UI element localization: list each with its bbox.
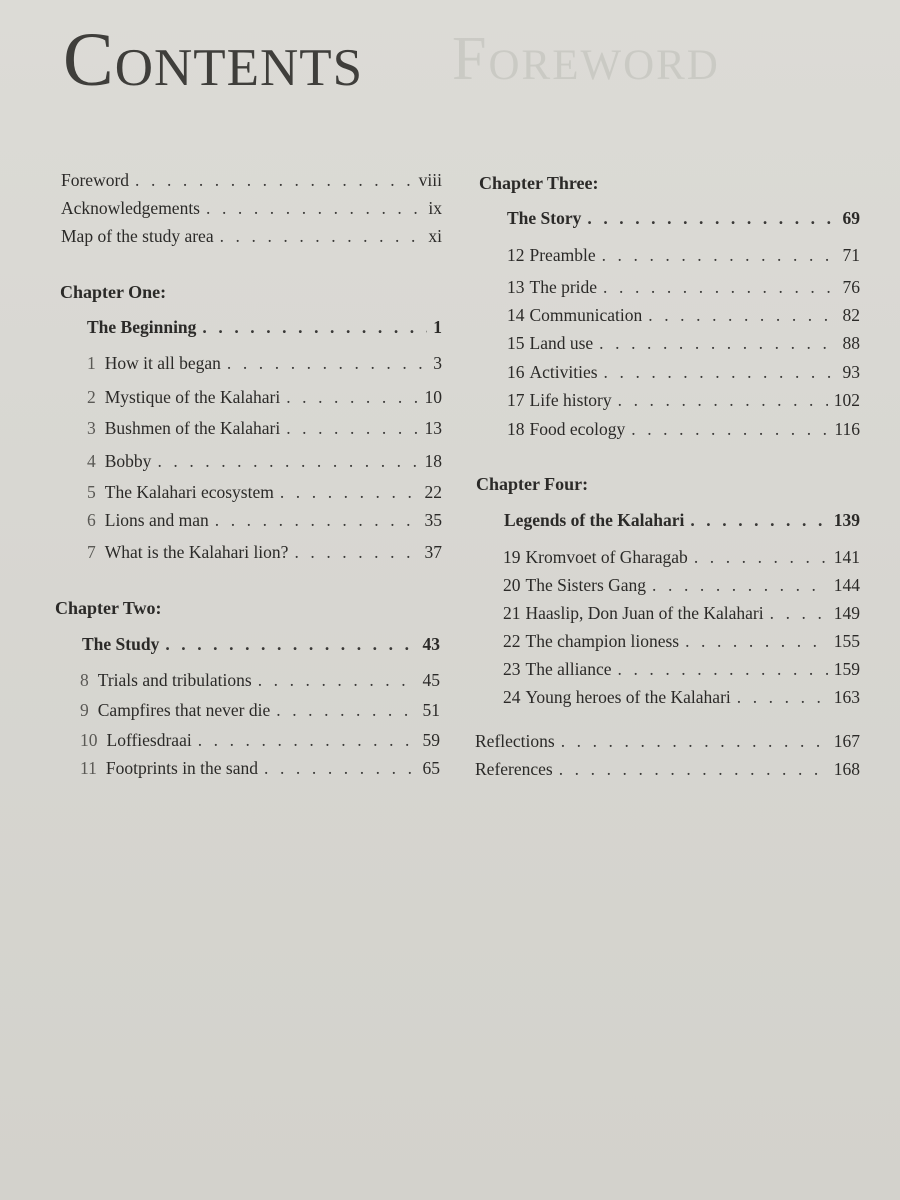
- entry-page: 10: [424, 387, 442, 407]
- entry-label: Campfires that never die: [97, 700, 271, 720]
- toc-entry-foreword: [61, 169, 442, 191]
- entry-label: Haaslip, Don Juan of the Kalahari: [525, 603, 764, 623]
- entry-label: Activities: [529, 362, 598, 382]
- toc-entry-20: [503, 574, 860, 596]
- chapter-four-heading: Chapter Four:: [476, 474, 589, 494]
- entry-page: 51: [422, 700, 440, 720]
- part-page: 43: [422, 634, 440, 654]
- leader-dots: [286, 386, 418, 408]
- entry-number: 22: [503, 631, 521, 651]
- entry-number: 2: [87, 387, 96, 407]
- entry-label: References: [475, 759, 553, 779]
- toc-entry-6: [87, 509, 442, 531]
- part-label: Legends of the Kalahari: [504, 510, 685, 530]
- entry-label: The Sisters Gang: [525, 575, 647, 595]
- toc-entry-3: [87, 417, 442, 439]
- entry-page: 65: [422, 758, 440, 778]
- leader-dots: [276, 699, 416, 721]
- entry-page: 163: [833, 687, 860, 707]
- toc-entry-4: [87, 450, 442, 472]
- entry-number: 15: [507, 333, 525, 353]
- entry-page: 82: [842, 305, 860, 325]
- entry-label: Foreword: [61, 170, 130, 190]
- entry-label-group: [507, 244, 596, 266]
- toc-entry-18: [507, 418, 860, 440]
- entry-number: 11: [80, 758, 97, 778]
- entry-label-group: [507, 332, 593, 354]
- entry-label-group: [503, 630, 679, 652]
- toc-entry-acknowledgements: [61, 197, 442, 219]
- chapter-two-heading: Chapter Two:: [55, 598, 162, 618]
- entry-label-group: [507, 304, 642, 326]
- entry-number: 17: [507, 390, 525, 410]
- part-label: The Story: [507, 208, 582, 228]
- toc-entry-map: [61, 225, 442, 247]
- toc-entry-9: [80, 699, 440, 721]
- entry-label-group: [87, 352, 221, 374]
- entry-number: 24: [503, 687, 521, 707]
- entry-label-group: [80, 699, 270, 721]
- entry-page: 141: [833, 547, 860, 567]
- ghost-foreword-heading: Foreword: [452, 25, 720, 93]
- entry-label-group: [507, 276, 597, 298]
- toc-entry-5: [87, 481, 442, 503]
- entry-number: 18: [507, 419, 525, 439]
- entry-label-group: [503, 602, 764, 624]
- leader-dots: [770, 602, 828, 624]
- entry-label-group: [80, 757, 258, 779]
- part-the-story: [507, 207, 860, 229]
- entry-number: 19: [503, 547, 521, 567]
- entry-number: 7: [87, 542, 96, 562]
- part-label: The Beginning: [87, 317, 197, 337]
- entry-number: 21: [503, 603, 521, 623]
- entry-page: xi: [428, 226, 442, 246]
- entry-page: 93: [842, 362, 860, 382]
- leader-dots: [286, 417, 418, 439]
- part-page: 1: [433, 317, 442, 337]
- chapter-three-heading: Chapter Three:: [479, 173, 599, 193]
- entry-label: Bushmen of the Kalahari: [104, 418, 281, 438]
- entry-number: 6: [87, 510, 96, 530]
- leader-dots: [690, 509, 827, 531]
- toc-entry-16: [507, 361, 860, 383]
- leader-dots: [165, 633, 416, 655]
- entry-page: 155: [833, 631, 860, 651]
- leader-dots: [227, 352, 427, 374]
- entry-page: 168: [833, 759, 860, 779]
- entry-label: Reflections: [475, 731, 555, 751]
- entry-label-group: [87, 481, 274, 503]
- leader-dots: [652, 574, 828, 596]
- leader-dots: [604, 361, 837, 383]
- entry-label: What is the Kalahari lion?: [104, 542, 289, 562]
- toc-entry-8: [80, 669, 440, 691]
- entry-label: Loffiesdraai: [106, 730, 192, 750]
- entry-number: 16: [507, 362, 525, 382]
- part-the-beginning: [87, 316, 442, 338]
- entry-label-group: [503, 546, 688, 568]
- leader-dots: [599, 332, 836, 354]
- part-page: 69: [842, 208, 860, 228]
- entry-number: 10: [80, 730, 98, 750]
- entry-label: Land use: [529, 333, 594, 353]
- entry-label: Kromvoet of Gharagab: [525, 547, 688, 567]
- leader-dots: [264, 757, 416, 779]
- entry-number: 4: [87, 451, 96, 471]
- entry-label: Footprints in the sand: [105, 758, 259, 778]
- leader-dots: [280, 481, 419, 503]
- toc-entry-7: [87, 541, 442, 563]
- entry-page: 167: [833, 731, 860, 751]
- entry-label: How it all began: [104, 353, 221, 373]
- leader-dots: [198, 729, 417, 751]
- entry-label-group: [503, 574, 646, 596]
- entry-label-group: [503, 686, 731, 708]
- toc-entry-22: [503, 630, 860, 652]
- entry-page: 144: [833, 575, 860, 595]
- entry-page: 3: [433, 353, 442, 373]
- toc-entry-2: [87, 386, 442, 408]
- entry-label-group: [507, 418, 625, 440]
- toc-entry-13: [507, 276, 860, 298]
- entry-label-group: [87, 417, 280, 439]
- entry-label: The alliance: [525, 659, 612, 679]
- part-legends-of-the-kalahari: [504, 509, 860, 531]
- leader-dots: [135, 169, 413, 191]
- entry-page: 88: [842, 333, 860, 353]
- page-title: Contents: [63, 18, 364, 102]
- leader-dots: [215, 509, 419, 531]
- toc-entry-15: [507, 332, 860, 354]
- entry-number: 8: [80, 670, 89, 690]
- entry-label: Bobby: [104, 451, 152, 471]
- toc-entry-21: [503, 602, 860, 624]
- part-label: The Study: [82, 634, 160, 654]
- toc-entry-references: [475, 758, 860, 780]
- entry-label: Young heroes of the Kalahari: [525, 687, 731, 707]
- chapter-one-heading: Chapter One:: [60, 282, 167, 302]
- leader-dots: [694, 546, 828, 568]
- toc-entry-10: [80, 729, 440, 751]
- entry-page: 35: [424, 510, 442, 530]
- leader-dots: [206, 197, 422, 219]
- entry-page: 18: [424, 451, 442, 471]
- entry-page: viii: [418, 170, 442, 190]
- entry-page: 45: [422, 670, 440, 690]
- entry-page: 159: [833, 659, 860, 679]
- toc-entry-19: [503, 546, 860, 568]
- entry-label: Trials and tribulations: [97, 670, 252, 690]
- leader-dots: [618, 389, 828, 411]
- leader-dots: [737, 686, 828, 708]
- leader-dots: [157, 450, 418, 472]
- entry-label: Acknowledgements: [61, 198, 200, 218]
- entry-page: 76: [842, 277, 860, 297]
- toc-entry-23: [503, 658, 860, 680]
- entry-page: 59: [422, 730, 440, 750]
- leader-dots: [648, 304, 836, 326]
- entry-page: 102: [833, 390, 860, 410]
- leader-dots: [603, 276, 836, 298]
- entry-label: Communication: [529, 305, 643, 325]
- part-the-study: [82, 633, 440, 655]
- entry-label: Mystique of the Kalahari: [104, 387, 281, 407]
- entry-label: The pride: [529, 277, 598, 297]
- entry-label-group: [503, 658, 612, 680]
- leader-dots: [294, 541, 418, 563]
- leader-dots: [220, 225, 423, 247]
- entry-label-group: [87, 450, 151, 472]
- entry-label: The champion lioness: [525, 631, 680, 651]
- entry-page: 13: [424, 418, 442, 438]
- leader-dots: [631, 418, 828, 440]
- toc-entry-reflections: [475, 730, 860, 752]
- leader-dots: [685, 630, 828, 652]
- leader-dots: [258, 669, 417, 691]
- toc-entry-24: [503, 686, 860, 708]
- entry-label: Map of the study area: [61, 226, 214, 246]
- entry-page: 116: [834, 419, 860, 439]
- entry-number: 13: [507, 277, 525, 297]
- entry-number: 1: [87, 353, 96, 373]
- entry-label-group: [87, 386, 280, 408]
- leader-dots: [561, 730, 828, 752]
- entry-page: ix: [428, 198, 442, 218]
- entry-number: 3: [87, 418, 96, 438]
- entry-number: 9: [80, 700, 89, 720]
- entry-page: 71: [842, 245, 860, 265]
- entry-number: 20: [503, 575, 521, 595]
- entry-label: Preamble: [529, 245, 596, 265]
- leader-dots: [618, 658, 828, 680]
- entry-label: The Kalahari ecosystem: [104, 482, 274, 502]
- entry-label-group: [87, 509, 209, 531]
- entry-number: 5: [87, 482, 96, 502]
- entry-label: Lions and man: [104, 510, 209, 530]
- toc-entry-14: [507, 304, 860, 326]
- entry-label: Life history: [529, 390, 612, 410]
- toc-entry-12: [507, 244, 860, 266]
- entry-number: 12: [507, 245, 525, 265]
- leader-dots: [559, 758, 828, 780]
- entry-label-group: [507, 361, 598, 383]
- part-page: 139: [833, 510, 860, 530]
- entry-number: 14: [507, 305, 525, 325]
- entry-page: 149: [833, 603, 860, 623]
- entry-label: Food ecology: [529, 419, 626, 439]
- entry-number: 23: [503, 659, 521, 679]
- leader-dots: [202, 316, 427, 338]
- toc-entry-17: [507, 389, 860, 411]
- entry-label-group: [80, 729, 192, 751]
- leader-dots: [602, 244, 837, 266]
- entry-page: 37: [424, 542, 442, 562]
- entry-label-group: [87, 541, 288, 563]
- toc-entry-1: [87, 352, 442, 374]
- entry-label-group: [80, 669, 252, 691]
- toc-entry-11: [80, 757, 440, 779]
- entry-page: 22: [424, 482, 442, 502]
- leader-dots: [587, 207, 836, 229]
- entry-label-group: [507, 389, 612, 411]
